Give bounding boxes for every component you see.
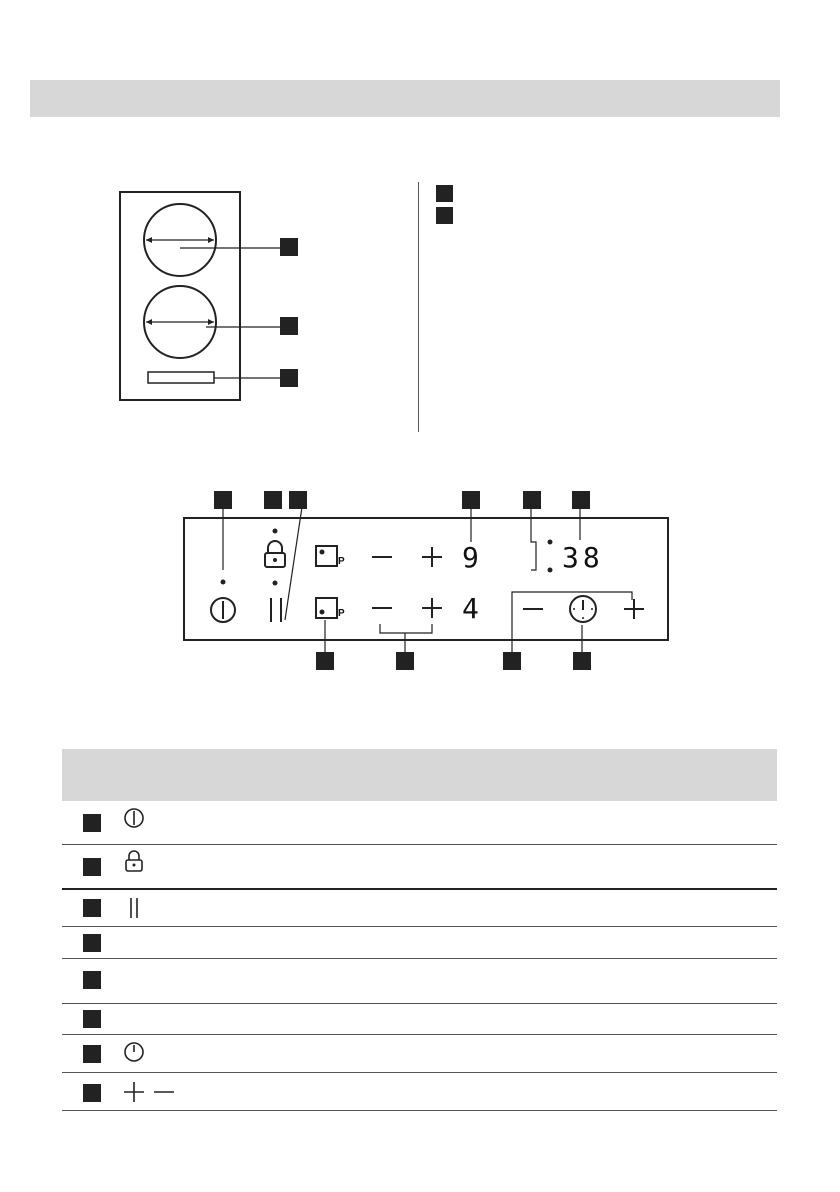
top-zone-display: 9 [462, 541, 479, 574]
row-power-icon [125, 809, 143, 827]
zone-p-label-bottom: P [338, 608, 345, 619]
zone-p-label-top: P [338, 556, 345, 567]
row-pause-icon [131, 898, 137, 918]
row-lock-icon [126, 851, 142, 871]
row-timer-icon [125, 1043, 143, 1061]
timer-display: 38 [562, 541, 604, 574]
bottom-zone-display: 4 [462, 592, 479, 625]
row-plus-icon [124, 1082, 144, 1102]
